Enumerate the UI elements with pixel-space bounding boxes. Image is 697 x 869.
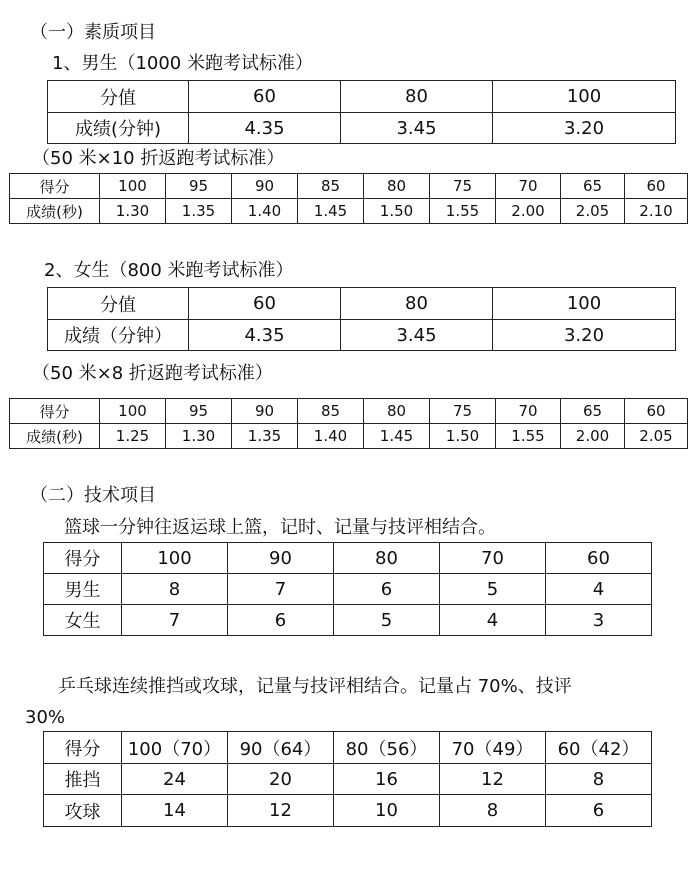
table-cell: 70: [496, 399, 561, 424]
table-cell: 90: [228, 543, 334, 574]
table-cell: 100: [122, 543, 228, 574]
table-cell: 85: [298, 174, 364, 199]
table-cell: 1.35: [232, 424, 298, 449]
table-cell: 成绩(分钟): [48, 113, 189, 144]
table-cell: 16: [334, 764, 440, 795]
table-cell: 60: [189, 81, 341, 113]
table-cell: 60: [625, 399, 688, 424]
pingpong-table: [43, 731, 652, 827]
table-cell: 65: [561, 174, 625, 199]
table-row: [10, 424, 688, 449]
table-cell: 80: [364, 399, 430, 424]
table-cell: 65: [561, 399, 625, 424]
table-cell: 4: [440, 605, 546, 636]
table-cell: 1.45: [364, 424, 430, 449]
table-cell: 60: [625, 174, 688, 199]
basketball-description: 篮球一分钟往返运球上篮，记时、记量与技评相结合。: [64, 517, 496, 538]
table-cell: 80: [341, 81, 493, 113]
table-cell: 75: [430, 399, 496, 424]
table-cell: 3.45: [341, 320, 493, 351]
table-cell: 100（70）: [122, 732, 228, 764]
table-cell: 成绩(秒): [10, 199, 100, 224]
table-cell: 95: [166, 174, 232, 199]
table-cell: 2.00: [561, 424, 625, 449]
table-cell: 10: [334, 795, 440, 827]
table-cell: 1.40: [232, 199, 298, 224]
table-cell: 分值: [48, 288, 189, 320]
table-cell: 1.35: [166, 199, 232, 224]
table-cell: 1.30: [166, 424, 232, 449]
table-header-row: [10, 174, 688, 199]
female-shuttle-table: [9, 398, 688, 449]
male-shuttle-table: [9, 173, 688, 224]
table-cell: 8: [546, 764, 652, 795]
table-cell: 12: [228, 795, 334, 827]
female-shuttle-title: （50 米×8 折返跑考试标准）: [32, 363, 273, 384]
table-header-row: [48, 288, 676, 320]
table-cell: 4: [546, 574, 652, 605]
table-cell: 2.00: [496, 199, 561, 224]
table-cell: 24: [122, 764, 228, 795]
table-cell: 7: [228, 574, 334, 605]
table-cell: 5: [334, 605, 440, 636]
table-cell: 男生: [44, 574, 122, 605]
table-cell: 80: [364, 174, 430, 199]
table-cell: 3: [546, 605, 652, 636]
table-cell: 1.50: [430, 424, 496, 449]
table-cell: 2.05: [561, 199, 625, 224]
female-run-title: 2、女生（800 米跑考试标准）: [44, 260, 294, 281]
table-cell: 得分: [44, 543, 122, 574]
table-row: [44, 795, 652, 827]
table-cell: 90（64）: [228, 732, 334, 764]
table-cell: 90: [232, 399, 298, 424]
table-cell: 1.55: [430, 199, 496, 224]
pingpong-description-cont: 30%: [25, 707, 66, 728]
table-cell: 3.45: [341, 113, 493, 144]
table-cell: 70: [496, 174, 561, 199]
table-row: [48, 113, 676, 144]
table-row: [48, 320, 676, 351]
table-row: [10, 199, 688, 224]
table-cell: 95: [166, 399, 232, 424]
table-cell: 100: [493, 288, 676, 320]
table-cell: 分值: [48, 81, 189, 113]
table-cell: 70: [440, 543, 546, 574]
table-cell: 8: [440, 795, 546, 827]
male-run-table: [47, 80, 676, 144]
table-cell: 6: [546, 795, 652, 827]
pingpong-description: 乒乓球连续推挡或攻球，记量与技评相结合。记量占 70%、技评: [58, 676, 572, 697]
table-cell: 1.55: [496, 424, 561, 449]
table-cell: 攻球: [44, 795, 122, 827]
table-row: [44, 574, 652, 605]
table-header-row: [44, 543, 652, 574]
table-cell: 8: [122, 574, 228, 605]
table-cell: 70（49）: [440, 732, 546, 764]
table-cell: 推挡: [44, 764, 122, 795]
table-cell: 得分: [10, 399, 100, 424]
table-cell: 75: [430, 174, 496, 199]
table-cell: 得分: [10, 174, 100, 199]
table-cell: 85: [298, 399, 364, 424]
table-cell: 60: [189, 288, 341, 320]
table-cell: 得分: [44, 732, 122, 764]
table-row: [44, 764, 652, 795]
table-cell: 女生: [44, 605, 122, 636]
table-header-row: [10, 399, 688, 424]
table-cell: 2.05: [625, 424, 688, 449]
table-cell: 6: [334, 574, 440, 605]
male-run-title: 1、男生（1000 米跑考试标准）: [52, 53, 313, 74]
table-cell: 成绩（分钟）: [48, 320, 189, 351]
male-shuttle-title: （50 米×10 折返跑考试标准）: [32, 148, 285, 169]
table-cell: 100: [100, 174, 166, 199]
table-cell: 4.35: [189, 113, 341, 144]
table-cell: 14: [122, 795, 228, 827]
table-header-row: [44, 732, 652, 764]
table-cell: 80（56）: [334, 732, 440, 764]
table-cell: 90: [232, 174, 298, 199]
table-cell: 80: [341, 288, 493, 320]
table-cell: 60（42）: [546, 732, 652, 764]
table-cell: 5: [440, 574, 546, 605]
table-cell: 100: [100, 399, 166, 424]
table-cell: 100: [493, 81, 676, 113]
table-cell: 1.50: [364, 199, 430, 224]
table-cell: 80: [334, 543, 440, 574]
table-cell: 1.45: [298, 199, 364, 224]
table-cell: 成绩(秒): [10, 424, 100, 449]
table-cell: 6: [228, 605, 334, 636]
section1-heading: （一）素质项目: [30, 22, 156, 43]
table-cell: 60: [546, 543, 652, 574]
table-cell: 4.35: [189, 320, 341, 351]
table-cell: 1.30: [100, 199, 166, 224]
table-cell: 1.25: [100, 424, 166, 449]
table-cell: 2.10: [625, 199, 688, 224]
female-run-table: [47, 287, 676, 351]
table-cell: 3.20: [493, 113, 676, 144]
table-row: [44, 605, 652, 636]
table-cell: 1.40: [298, 424, 364, 449]
section2-heading: （二）技术项目: [30, 485, 156, 506]
table-cell: 20: [228, 764, 334, 795]
basketball-table: [43, 542, 652, 636]
table-cell: 12: [440, 764, 546, 795]
table-header-row: [48, 81, 676, 113]
table-cell: 7: [122, 605, 228, 636]
table-cell: 3.20: [493, 320, 676, 351]
